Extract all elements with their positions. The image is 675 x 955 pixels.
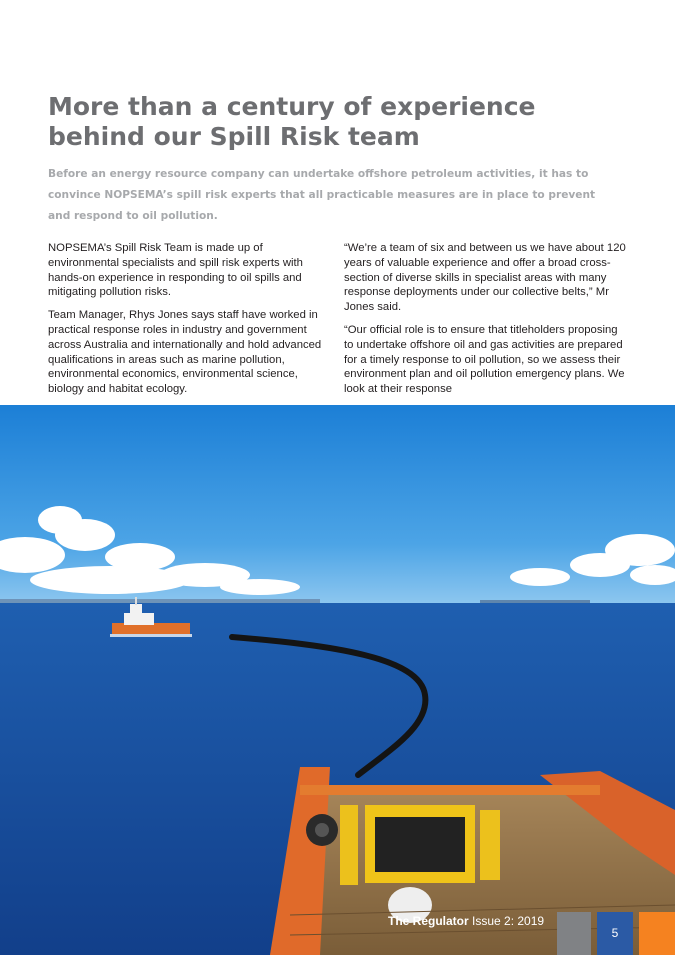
- footer-tab-orange: [639, 912, 675, 955]
- body-paragraph: NOPSEMA’s Spill Risk Team is made up of environmental specialists and spill risk experts with hands-on experience in responding to oil spills and mitigating pollution risks.: [48, 242, 303, 299]
- title-line-1: More than a century of experience: [48, 92, 536, 121]
- title-line-2: behind our Spill Risk team: [48, 122, 420, 151]
- footer-tab-grey: [557, 912, 591, 955]
- body-paragraph: “We’re a team of six and between us we have about 120 years of valuable experience and offer a broad cross-section of diverse skills in specialist areas with many response deployments under our collective belts,” Mr Jones said.: [344, 242, 626, 314]
- intro-paragraph: Before an energy resource company can undertake offshore petroleum activities, it has to convince NOPSEMA’s spill risk experts that all practicable measures are in place to prevent and respond to oil pollution.: [48, 168, 596, 222]
- footer-publication: [388, 914, 544, 928]
- issue-label: Issue 2: 2019: [472, 914, 545, 928]
- boom-deployment-photo: [0, 405, 675, 955]
- article-title: [48, 92, 608, 152]
- page-number: 5: [597, 912, 633, 955]
- left-column: [48, 241, 334, 405]
- body-paragraph: “Our official role is to ensure that titleholders proposing to undertake offshore oil and gas activities are prepared for a timely response to oil pollution, so we assess their environment plan and oil pollution emergency plans. We look at their response: [344, 323, 625, 396]
- publication-name: The Regulator: [388, 914, 469, 928]
- right-column: [344, 241, 626, 405]
- body-paragraph: Team Manager, Rhys Jones says staff have worked in practical response roles in industry and government across Australia and internationally and hold advanced qualifications in areas such as marine pollution, environmental economics, environmental science, biology and habitat ecology.: [48, 309, 322, 396]
